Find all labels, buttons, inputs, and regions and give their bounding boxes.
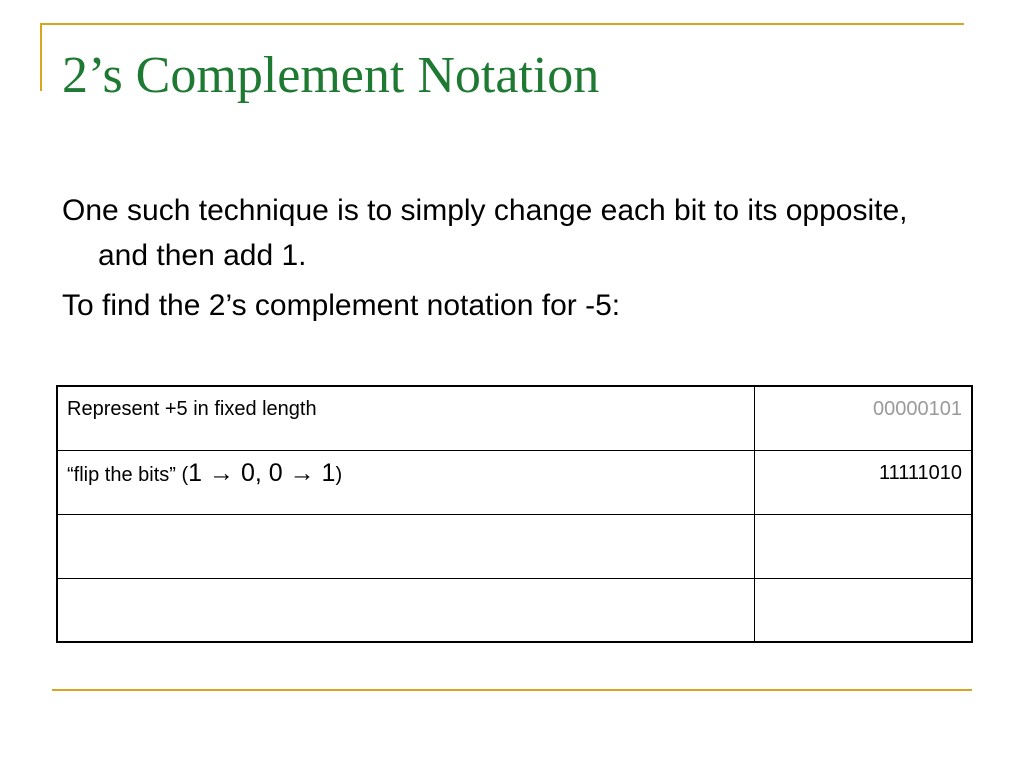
left-accent-rule — [40, 23, 42, 91]
slide-title: 2’s Complement Notation — [62, 47, 600, 104]
complement-steps-table — [56, 385, 973, 643]
flip-bits-label: “flip the bits” ( — [67, 463, 189, 486]
table-row — [57, 578, 972, 642]
table-cell-description — [57, 578, 754, 642]
table-cell-value: 11111010 — [754, 450, 972, 514]
bottom-accent-rule — [52, 689, 972, 691]
table-cell-value — [754, 578, 972, 642]
slide-body — [62, 188, 962, 328]
table-row — [57, 386, 972, 450]
table-row — [57, 450, 972, 514]
table-cell-description — [57, 450, 754, 514]
table-row — [57, 514, 972, 578]
flip-bits-mapping: 1 → 0, 0 → 1 — [188, 458, 336, 487]
bullet-find-complement: To find the 2’s complement notation for -5: — [62, 289, 621, 322]
table-cell-description: Represent +5 in fixed length — [57, 386, 754, 450]
table-cell-value — [754, 514, 972, 578]
table-cell-value: 00000101 — [754, 386, 972, 450]
top-accent-rule — [40, 23, 964, 25]
table-cell-description — [57, 514, 754, 578]
bullet-technique: One such technique is to simply change each bit to its opposite, and then add 1. — [62, 194, 908, 272]
flip-bits-close-paren: ) — [335, 463, 343, 486]
